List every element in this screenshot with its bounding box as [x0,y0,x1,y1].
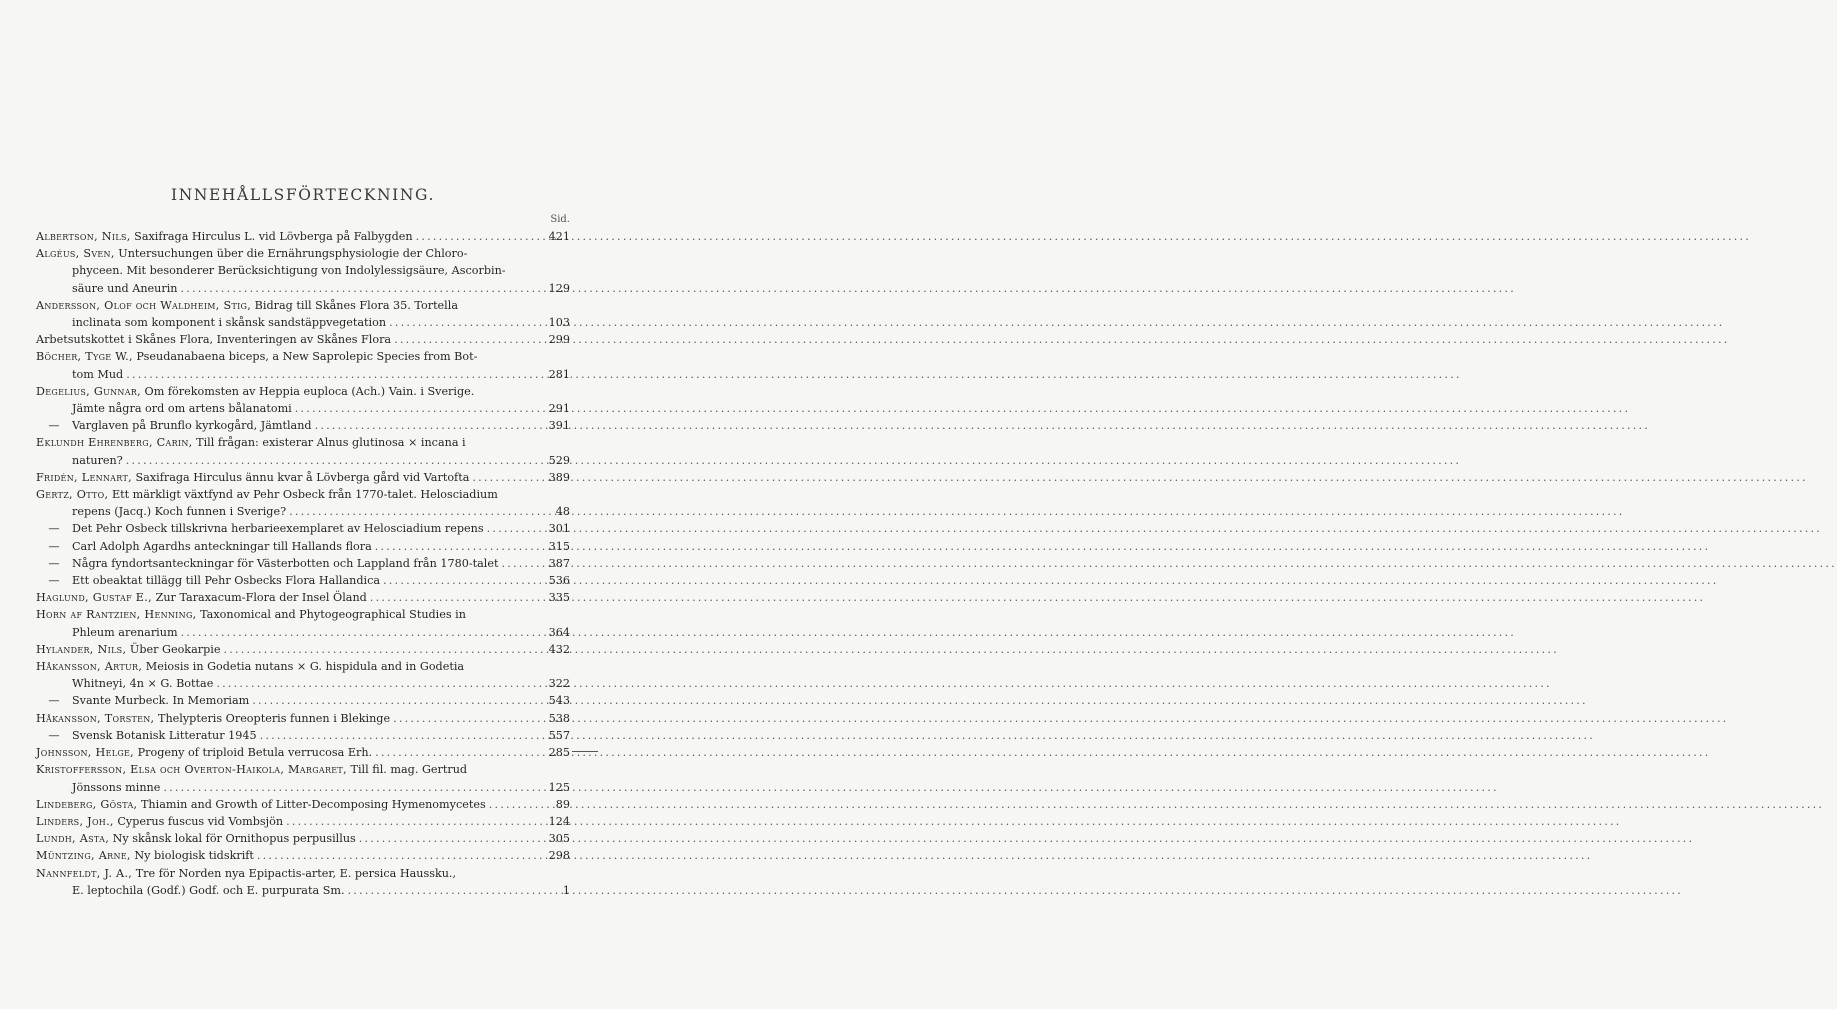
toc-entry [36,830,570,847]
toc-page-number: 536 [548,574,570,588]
toc-title: Om förekomsten av Heppia euploca (Ach.) Vain. i Sverige. [144,384,475,398]
toc-entry [36,297,570,331]
toc-author: — [48,574,60,588]
dot-leader [292,400,546,417]
toc-page-number: 281 [548,367,570,381]
toc-page-number: 315 [548,539,570,553]
toc-entry [36,486,570,520]
toc-page-number: 48 [555,505,570,519]
toc-title: E. leptochila (Godf.) Godf. och E. purpurata Sm. [72,883,345,897]
toc-title: Progeny of triploid Betula verrucosa Erh. [137,746,373,760]
dot-leader [380,572,546,589]
dot-leader [386,314,546,331]
toc-title: Svante Murbeck. In Memoriam [72,694,250,708]
toc-title: tom Mud [72,367,124,381]
dot-leader [178,280,546,297]
toc-entry [36,865,570,899]
toc-title: Meiosis in Godetia nutans × G. hispidula and in Godetia [145,660,465,674]
toc-title: Några fyndortsanteckningar för Västerbotten och Lappland från 1780-talet [72,556,499,570]
toc-entry [36,692,570,709]
toc-entry [36,228,570,245]
toc-page-number: 1 [562,883,570,897]
toc-author: Müntzing, Arne, [36,849,131,863]
toc-entry [36,417,570,434]
toc-entry [36,555,570,572]
toc-title: Bidrag till Skånes Flora 35. Tortella [254,298,459,312]
toc-author: Böcher, Tyge W., [36,350,133,364]
dot-leader [213,675,546,692]
toc-title: säure und Aneurin [72,281,178,295]
toc-title: inclinata som komponent i skånsk sandstäppvegetation [72,316,387,330]
toc-title: Phleum arenarium [72,625,178,639]
toc-entry [36,744,570,761]
dot-leader [249,692,546,709]
toc-title: Varglaven på Brunflo kyrkogård, Jämtland [72,419,312,433]
toc-page-number: 432 [548,642,570,656]
dot-leader [345,882,546,899]
toc-page-number: 89 [555,797,570,811]
dot-leader [123,366,546,383]
toc-author: Eklundh Ehrenberg, Carin, [36,436,193,450]
dot-leader [160,779,546,796]
toc-author: Fridén, Lennart, [36,470,132,484]
toc-title: phyceen. Mit besonderer Berücksichtigung von Indolylessigsäure, Ascorbin- [72,264,506,278]
toc-entry [36,245,570,297]
toc-title: naturen? [72,453,123,467]
toc-title: Thiamin and Growth of Litter-Decomposing Hymenomycetes [140,797,486,811]
toc-author: Lindeberg, Gösta, [36,797,138,811]
toc-title: Arbetsutskottet i Skånes Flora, Inventeringen av Skånes Flora [36,333,392,347]
toc-entry [36,572,570,589]
toc-author: Degelius, Gunnar, [36,384,141,398]
dot-leader [390,710,546,727]
toc-title: Ny skånsk lokal för Ornithopus perpusillus [112,832,356,846]
toc-title: Thelypteris Oreopteris funnen i Blekinge [157,711,391,725]
dot-leader [498,555,546,572]
toc-page-number: 103 [548,316,570,330]
toc-page-number: 124 [548,814,570,828]
toc-title: Ett obeaktat tillägg till Pehr Osbecks Flora Hallandica [72,574,381,588]
toc-entry [36,383,570,417]
toc-entry [36,589,570,606]
toc-entry [36,469,570,486]
toc-entry [36,538,570,555]
toc-page-number: 291 [548,402,570,416]
toc-title: Saxifraga Hirculus L. vid Lövberga på Falbygden [134,230,413,243]
dot-leader [372,538,546,555]
toc-title: Till fil. mag. Gertrud [350,763,468,777]
toc-author: Nannfeldt, J. A., [36,866,133,880]
toc-entry [36,727,570,744]
toc-author: Haglund, Gustaf E., [36,591,152,605]
toc-title: Untersuchungen über die Ernährungsphysiologie der Chloro- [118,247,468,261]
toc-entry [36,710,570,727]
toc-title: Über Geokarpie [129,642,221,656]
toc-title: Cyperus fuscus vid Vombsjön [117,814,284,828]
toc-page-number: 529 [548,453,570,467]
toc-author: Algéus, Sven, [36,247,115,261]
toc-author: — [48,728,60,742]
toc-title: Pseudanabaena biceps, a New Saprolepic Species from Bot- [136,350,478,364]
dot-leader [178,624,546,641]
dot-leader [254,847,546,864]
toc-title: Jämte några ord om artens bålanatomi [72,402,292,416]
toc-title: Ett märkligt växtfynd av Pehr Osbeck från 1770-talet. Helosciadium [111,488,498,502]
dot-leader [356,830,546,847]
toc-page-number: 421 [548,230,570,243]
toc-entry [36,658,570,692]
toc-title: Carl Adolph Agardhs anteckningar till Hallands flora [72,539,372,553]
toc-author: Johnsson, Helge, [36,746,135,760]
dot-leader [484,520,546,537]
dot-leader [367,589,546,606]
toc-author: — [48,556,60,570]
toc-entry [36,520,570,537]
toc-page-number: 301 [548,522,570,536]
dot-leader [286,503,546,520]
toc-title: Tre för Norden nya Epipactis-arter, E. persica Haussku., [135,866,457,880]
toc-title: Whitneyi, 4n × G. Bottae [72,677,214,691]
toc-page [36,186,570,899]
dot-leader [220,641,546,658]
toc-entry [36,434,570,468]
toc-author: Hylander, Nils, [36,642,127,656]
dot-leader [257,727,546,744]
toc-author: Håkansson, Artur, [36,660,143,674]
toc-title: Ny biologisk tidskrift [134,849,254,863]
toc-page-number: 335 [548,591,570,605]
dot-leader [413,228,546,245]
toc-entry [36,331,570,348]
toc-title: Taxonomical and Phytogeographical Studies in [200,608,466,622]
toc-author: Andersson, Olof och Waldheim, Stig, [36,298,252,312]
toc-title: Svensk Botanisk Litteratur 1945 [72,728,257,742]
toc-author: Kristoffersson, Elsa och Overton-Haikola, Margaret, [36,763,347,777]
toc-author: — [48,522,60,536]
toc-page-number: 538 [548,711,570,725]
page-column-label: Sid. [550,214,570,225]
toc-entry [36,348,570,382]
toc-page-number: 285 [548,746,570,760]
toc-title: Det Pehr Osbeck tillskrivna herbarieexemplaret av Helosciadium repens [72,522,484,536]
page-title: INNEHÅLLSFÖRTECKNING. [170,186,436,204]
toc-title: Till frågan: existerar Alnus glutinosa × incana i [196,436,466,450]
toc-entry [36,796,570,813]
toc-page-number: 299 [548,333,570,347]
toc-title: repens (Jacq.) Koch funnen i Sverige? [72,505,287,519]
toc-page-number: 557 [548,728,570,742]
dot-leader [391,331,546,348]
toc-page-number: 129 [548,281,570,295]
toc-page-number: 389 [548,470,570,484]
toc-author: Håkansson, Torsten, [36,711,155,725]
toc-author: — [48,539,60,553]
toc-author: Albertson, Nils, [36,230,131,243]
dot-leader [372,744,546,761]
toc-page-number: 543 [548,694,570,708]
toc-author: Linders, Joh., [36,814,114,828]
toc-entry [36,813,570,830]
toc-author: — [48,694,60,708]
toc-page-number: 298 [548,849,570,863]
toc-entry [36,606,570,640]
toc-entry [36,761,570,795]
toc-title: Jönssons minne [72,780,161,794]
toc-page-number: 305 [548,832,570,846]
dot-leader [312,417,546,434]
toc-page-number: 387 [548,556,570,570]
toc-entry [36,641,570,658]
toc-author: Gertz, Otto, [36,488,109,502]
dot-leader [283,813,546,830]
toc-author: Horn af Rantzien, Henning, [36,608,197,622]
toc-author: Lundh, Asta, [36,832,110,846]
dot-leader [123,452,546,469]
dot-leader [486,796,546,813]
toc-page-number: 391 [548,419,570,433]
toc-title: Zur Taraxacum-Flora der Insel Öland [155,591,367,605]
toc-title: Saxifraga Hirculus ännu kvar å Lövberga gård vid Vartofta [135,470,470,484]
toc-list [36,228,570,899]
margin-mark [572,751,598,752]
toc-author: — [48,419,60,433]
toc-entry [36,847,570,864]
dot-leader [469,469,546,486]
toc-page-number: 322 [548,677,570,691]
toc-page-number: 364 [548,625,570,639]
toc-page-number: 125 [548,780,570,794]
